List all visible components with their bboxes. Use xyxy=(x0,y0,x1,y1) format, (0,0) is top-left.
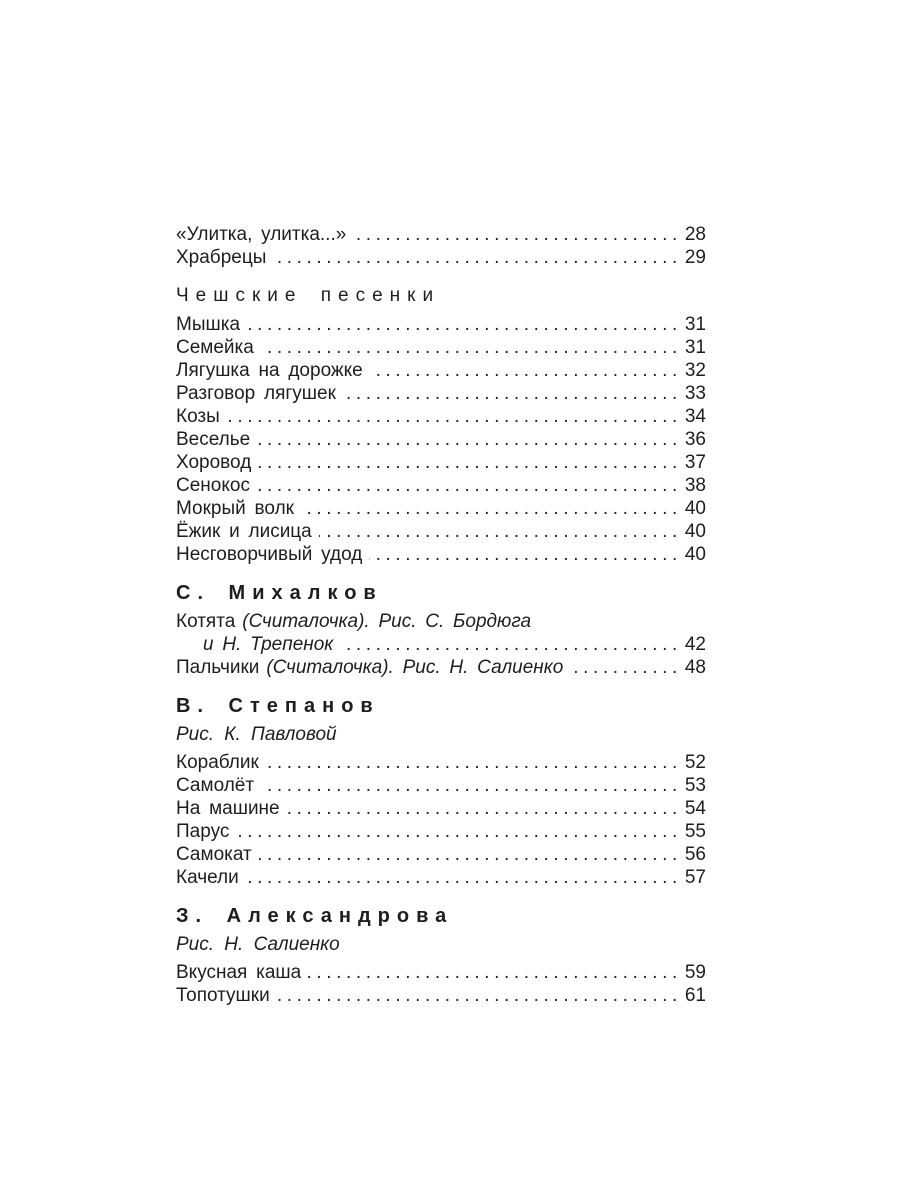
page-number: 29 xyxy=(684,247,706,268)
entry-title: Котята xyxy=(176,611,236,632)
dot-leader xyxy=(259,843,682,866)
toc-entry xyxy=(176,797,706,820)
dot-leader xyxy=(261,774,682,797)
dot-leader xyxy=(353,223,682,246)
dot-leader xyxy=(301,497,682,520)
page-number: 40 xyxy=(684,544,706,565)
dot-leader xyxy=(266,751,682,774)
page-number: 33 xyxy=(684,383,706,404)
toc-entry xyxy=(176,336,706,359)
toc-section xyxy=(176,223,706,269)
toc-entry xyxy=(176,382,706,405)
page-number: 32 xyxy=(684,360,706,381)
page-number: 56 xyxy=(684,844,706,865)
entry-title: «Улитка, улитка...» xyxy=(176,224,347,245)
toc-entry xyxy=(176,520,706,543)
dot-leader xyxy=(227,405,682,428)
dot-leader xyxy=(343,382,682,405)
dot-leader xyxy=(340,633,682,656)
toc-section xyxy=(176,581,706,679)
page-number: 52 xyxy=(684,752,706,773)
toc-entry xyxy=(176,610,706,633)
entry-title: Козы xyxy=(176,406,220,427)
entry-title: Пальчики xyxy=(176,657,260,678)
entry-title: Самокат xyxy=(176,844,252,865)
author-heading: В. Степанов xyxy=(176,695,380,717)
toc-section xyxy=(176,904,706,1007)
entry-title: На машине xyxy=(176,798,280,819)
illustrator-note: Рис. К. Павловой xyxy=(176,724,337,745)
entry-title: Сенокос xyxy=(176,475,250,496)
illustrator-note: Рис. Н. Салиенко xyxy=(176,934,340,955)
dot-leader xyxy=(570,656,682,679)
page-number: 36 xyxy=(684,429,706,450)
entry-title: Лягушка на дорожке xyxy=(176,360,363,381)
dot-leader xyxy=(273,246,681,269)
toc-entry xyxy=(176,497,706,520)
entry-title: Топотушки xyxy=(176,985,270,1006)
entry-subtitle-italic: (Считалочка). Рис. Н. Салиенко xyxy=(266,657,564,678)
toc-section xyxy=(176,284,706,566)
toc-entry xyxy=(176,774,706,797)
toc-entry xyxy=(176,984,706,1007)
entry-subtitle-italic: и Н. Трепенок xyxy=(203,634,334,655)
entry-title: Самолёт xyxy=(176,775,255,796)
toc-entry xyxy=(176,223,706,246)
toc-entry xyxy=(176,359,706,382)
page-number: 31 xyxy=(684,314,706,335)
toc-entry xyxy=(176,313,706,336)
toc-entry xyxy=(176,656,706,679)
toc-entry xyxy=(176,866,706,889)
entry-title: Несговорчивый удод xyxy=(176,544,363,565)
page-number: 38 xyxy=(684,475,706,496)
page-number: 48 xyxy=(684,657,706,678)
page-number: 53 xyxy=(684,775,706,796)
toc-section xyxy=(176,694,706,889)
dot-leader xyxy=(287,797,682,820)
toc-entry xyxy=(176,820,706,843)
toc-entry xyxy=(176,474,706,497)
section-heading: Чешские песенки xyxy=(176,285,441,306)
toc-entry xyxy=(176,405,706,428)
entry-title: Мышка xyxy=(176,314,241,335)
dot-leader xyxy=(247,313,682,336)
toc-entry xyxy=(176,843,706,866)
author-heading: З. Александрова xyxy=(176,905,454,927)
dot-leader xyxy=(308,961,682,984)
entry-title: Разговор лягушек xyxy=(176,383,336,404)
dot-leader xyxy=(257,428,682,451)
page-number: 28 xyxy=(684,224,706,245)
page-number: 57 xyxy=(684,867,706,888)
page-number: 54 xyxy=(684,798,706,819)
entry-title: Семейка xyxy=(176,337,254,358)
toc-entry xyxy=(176,428,706,451)
entry-title: Храбрецы xyxy=(176,247,267,268)
entry-title: Кораблик xyxy=(176,752,259,773)
toc-entry xyxy=(176,961,706,984)
dot-leader xyxy=(257,474,682,497)
toc-entry xyxy=(176,751,706,774)
entry-title: Хоровод xyxy=(176,452,252,473)
toc-page xyxy=(176,223,706,1007)
page-number: 55 xyxy=(684,821,706,842)
dot-leader xyxy=(261,336,682,359)
toc-entry xyxy=(176,246,706,269)
dot-leader xyxy=(277,984,682,1007)
dot-leader xyxy=(258,451,682,474)
entry-title: Вкусная каша xyxy=(176,962,302,983)
page-number: 59 xyxy=(684,962,706,983)
page-number: 40 xyxy=(684,498,706,519)
page-number: 40 xyxy=(684,521,706,542)
toc-entry xyxy=(176,451,706,474)
page-number: 37 xyxy=(684,452,706,473)
dot-leader xyxy=(369,543,682,566)
entry-title: Мокрый волк xyxy=(176,498,294,519)
page-number: 31 xyxy=(684,337,706,358)
page-number: 34 xyxy=(684,406,706,427)
entry-title: Ёжик и лисица xyxy=(176,521,312,542)
dot-leader xyxy=(319,520,682,543)
author-heading: С. Михалков xyxy=(176,582,383,604)
entry-title: Парус xyxy=(176,821,230,842)
entry-title: Качели xyxy=(176,867,239,888)
entry-title: Веселье xyxy=(176,429,251,450)
dot-leader xyxy=(370,359,682,382)
dot-leader xyxy=(236,820,681,843)
toc-entry xyxy=(176,543,706,566)
toc-entry xyxy=(176,633,706,656)
page-number: 61 xyxy=(684,985,706,1006)
page-number: 42 xyxy=(684,634,706,655)
entry-subtitle-italic: (Считалочка). Рис. С. Бордюга xyxy=(242,611,532,632)
dot-leader xyxy=(246,866,682,889)
